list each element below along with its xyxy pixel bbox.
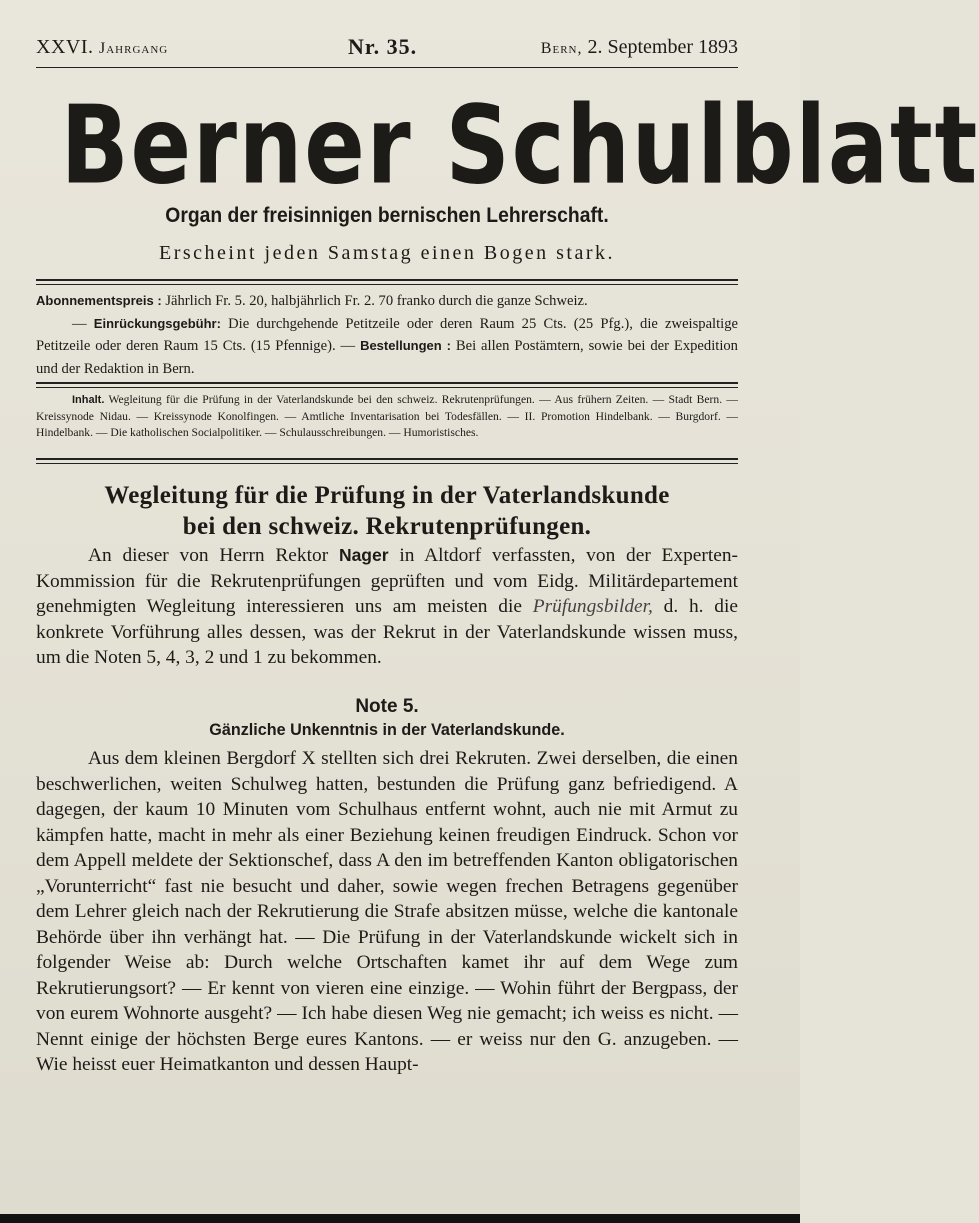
header-rule: [36, 67, 738, 68]
issue-number: Nr. 35.: [348, 34, 418, 59]
issue-date-text: 2. September 1893: [587, 36, 738, 58]
intro-text-b: in Altdorf verfassten, von der Experten-Kommission für die Rekrutenprüfungen geprüften und vom Eidg. Militärdepartement genehmigten Wegleitung interessieren uns am meisten die: [36, 545, 739, 617]
headline-line-2: bei den schweiz. Rekrutenprüfungen.: [182, 513, 592, 540]
divider-rule: [36, 382, 738, 388]
table-of-contents: [36, 392, 738, 442]
dash: —: [72, 315, 87, 332]
newspaper-subtitle: Organ der freisinnigen bernischen Lehrerschaft.: [165, 204, 609, 227]
intro-text-c: d. h. die konkrete Vorführung alles dessen, was der Rekrut in der Vaterlandskunde wissen muss, um die Noten 5, 4, 3, 2 und 1 zu bekommen.: [36, 596, 738, 668]
note-title: Note 5.: [355, 696, 419, 717]
orders-text: Bei allen Postämtern, sowie bei der Expedition und der Redaktion in Bern.: [36, 338, 738, 377]
intro-text-a: An dieser von Herrn Rektor: [88, 545, 329, 566]
headline-line-1: Wegleitung für die Prüfung in der Vaterlandskunde: [104, 482, 670, 509]
intro-italic: Prüfungsbilder,: [532, 596, 653, 617]
dash: —: [340, 338, 356, 354]
article-headline: [36, 480, 738, 542]
subscription-info: [36, 290, 738, 380]
issue-place: Bern,: [540, 40, 583, 57]
subscription-label: Abonnementspreis :: [36, 293, 162, 308]
insertion-fee-text: Die durchgehende Petitzeile oder deren Raum 25 Cts. (25 Pfg.), die zweispaltige Petitzeile oder deren Raum 15 Cts. (15 Pfennige).: [36, 315, 738, 354]
body-paragraph: Aus dem kleinen Bergdorf X stellten sich drei Rekruten. Zwei derselben, die einen beschwerlichen, weiten Schulweg hatten, bestunden die Prüfung ganz befriedigend. A dagegen, der kaum 10 Minuten vom Schulhaus entfernt wohnt, auch nie mit Armut zu kämpfen hatte, macht in mehr als einer Beziehung keinen freudigen Eindruck. Schon vor dem Appell meldete der Sektionschef, dass A den im betreffenden Kanton obligatorischen „Vorunterricht“ fast nie besucht und daher, sowie wegen frechen Betragens gegenüber dem Lehrer gleich nach der Rekrutierung die Strafe absitzen müsse, welche die kantonale Behörde über ihn verhängt hat. — Die Prüfung in der Vaterlandskunde wickelt sich in folgender Weise ab: Durch welche Ortschaften kamet ihr auf dem Wege zum Rekrutierungsort? — Er kennt von vieren eine einzige. — Wohin führt der Bergpass, der von eurem Wohnorte ausgeht? — Ich habe diesen Weg nie gemacht; ich weiss es nicht. — Nennt einige der höchsten Berge eures Kantons. — er weiss nur den G. anzugeben. — Wie heisst euer Heimatkanton und dessen Haupt-: [36, 748, 738, 1075]
volume-number: XXVI.: [36, 36, 94, 58]
volume-word: Jahrgang: [99, 40, 169, 57]
orders-label: Bestellungen :: [360, 338, 451, 353]
issue-date: [541, 36, 738, 59]
scan-edge: [0, 1214, 800, 1223]
note-subtitle: Gänzliche Unkenntnis in der Vaterlandskunde.: [209, 720, 565, 739]
divider-rule: [36, 279, 738, 285]
newspaper-title: Berner Schulblatt: [60, 82, 979, 209]
masthead-header: [36, 36, 738, 64]
insertion-fee-label: Einrückungsgebühr:: [93, 315, 221, 331]
author-name: Nager: [338, 545, 389, 565]
article-intro: [36, 543, 738, 671]
divider-rule: [36, 458, 738, 464]
contents-text: Wegleitung für die Prüfung in der Vaterlandskunde bei den schweiz. Rekrutenprüfungen. — Aus frühern Zeiten. — Stadt Bern. — Kreissynode Nidau. — Kreissynode Konolfingen. — Amtliche Inventarisation bei Todesfällen. — II. Promotion Hindelbank. — Burgdorf. — Hindelbank. — Die katholischen Socialpolitiker. — Schulausschreibungen. — Humoristisches.: [36, 393, 738, 439]
publication-tagline: Erscheint jeden Samstag einen Bogen stark.: [158, 242, 615, 264]
subscription-text: Jährlich Fr. 5. 20, halbjährlich Fr. 2. 70 franko durch die ganze Schweiz.: [165, 293, 588, 309]
volume-label: [36, 36, 168, 59]
contents-label: Inhalt.: [72, 394, 105, 406]
article-body: [36, 746, 738, 1078]
